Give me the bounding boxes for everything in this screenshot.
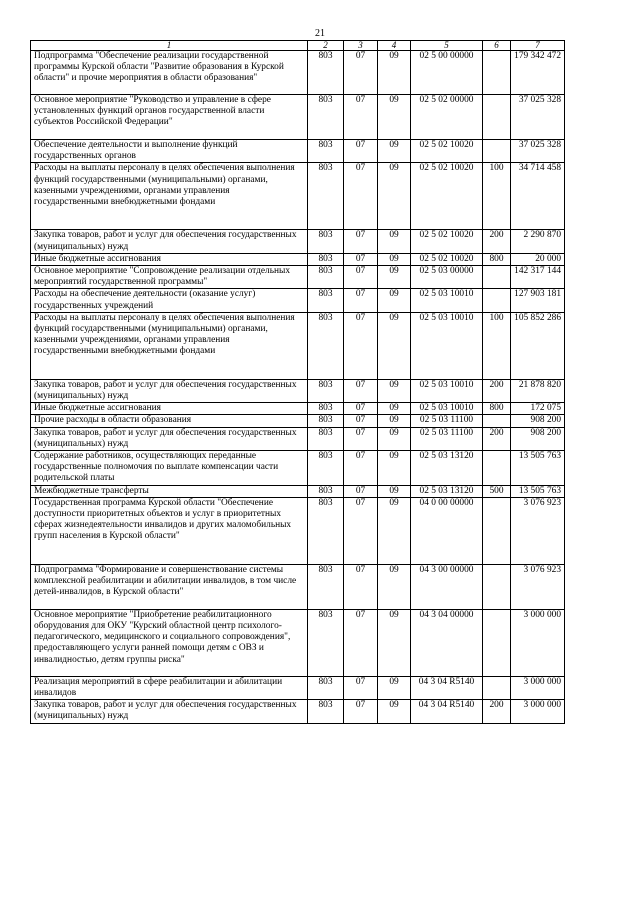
subsection-code: 09 — [378, 379, 411, 402]
row-description: Основное мероприятие "Руководство и управление в сфере установленных функций органов государственной власти субъектов Российской Федерации" — [31, 95, 308, 140]
target-article-code: 04 3 04 R5140 — [411, 676, 483, 699]
grbs-code: 803 — [308, 95, 344, 140]
amount: 3 000 000 — [511, 700, 565, 723]
amount: 908 200 — [511, 415, 565, 427]
subsection-code: 09 — [378, 403, 411, 415]
expense-type-code — [483, 415, 511, 427]
expense-type-code: 800 — [483, 403, 511, 415]
amount: 908 200 — [511, 427, 565, 450]
expense-type-code — [483, 51, 511, 95]
section-code: 07 — [344, 51, 378, 95]
subsection-code: 09 — [378, 451, 411, 486]
expense-type-code: 200 — [483, 379, 511, 402]
target-article-code: 02 5 03 10010 — [411, 312, 483, 379]
amount: 142 317 144 — [511, 266, 565, 289]
section-code: 07 — [344, 609, 378, 676]
row-description: Расходы на обеспечение деятельности (оказание услуг) государственных учреждений — [31, 289, 308, 312]
target-article-code: 04 3 04 R5140 — [411, 700, 483, 723]
subsection-code: 09 — [378, 312, 411, 379]
target-article-code: 02 5 02 10020 — [411, 163, 483, 230]
grbs-code: 803 — [308, 379, 344, 402]
table-row — [31, 379, 565, 402]
page-number: 21 — [315, 28, 325, 39]
subsection-code: 09 — [378, 564, 411, 609]
grbs-code: 803 — [308, 415, 344, 427]
subsection-code: 09 — [378, 700, 411, 723]
grbs-code: 803 — [308, 564, 344, 609]
column-number: 7 — [511, 41, 565, 51]
amount: 3 076 923 — [511, 564, 565, 609]
table-row — [31, 676, 565, 699]
amount: 105 852 286 — [511, 312, 565, 379]
grbs-code: 803 — [308, 676, 344, 699]
amount: 20 000 — [511, 253, 565, 265]
grbs-code: 803 — [308, 485, 344, 497]
target-article-code: 04 3 00 00000 — [411, 564, 483, 609]
target-article-code: 02 5 02 10020 — [411, 140, 483, 163]
row-description: Обеспечение деятельности и выполнение функций государственных органов — [31, 140, 308, 163]
expense-type-code — [483, 564, 511, 609]
target-article-code: 02 5 03 10010 — [411, 289, 483, 312]
table-row — [31, 609, 565, 676]
column-number: 1 — [31, 41, 308, 51]
subsection-code: 09 — [378, 51, 411, 95]
table-row — [31, 266, 565, 289]
subsection-code: 09 — [378, 95, 411, 140]
expense-type-code — [483, 676, 511, 699]
target-article-code: 02 5 03 10010 — [411, 379, 483, 402]
target-article-code: 02 5 00 00000 — [411, 51, 483, 95]
column-number: 3 — [344, 41, 378, 51]
table-row — [31, 289, 565, 312]
table-row — [31, 427, 565, 450]
amount: 127 903 181 — [511, 289, 565, 312]
subsection-code: 09 — [378, 609, 411, 676]
table-row — [31, 497, 565, 564]
expense-type-code — [483, 609, 511, 676]
target-article-code: 02 5 03 13120 — [411, 485, 483, 497]
section-code: 07 — [344, 415, 378, 427]
section-code: 07 — [344, 497, 378, 564]
expense-type-code: 200 — [483, 230, 511, 253]
table-row — [31, 253, 565, 265]
grbs-code: 803 — [308, 266, 344, 289]
subsection-code: 09 — [378, 289, 411, 312]
section-code: 07 — [344, 379, 378, 402]
table-row — [31, 140, 565, 163]
table-row — [31, 312, 565, 379]
expense-type-code: 200 — [483, 427, 511, 450]
target-article-code: 02 5 02 10020 — [411, 230, 483, 253]
subsection-code: 09 — [378, 497, 411, 564]
target-article-code: 02 5 02 00000 — [411, 95, 483, 140]
section-code: 07 — [344, 564, 378, 609]
grbs-code: 803 — [308, 427, 344, 450]
grbs-code: 803 — [308, 700, 344, 723]
row-description: Подпрограмма "Формирование и совершенствование системы комплексной реабилитации и абилитации инвалидов, в том числе детей-инвалидов, в Курской области" — [31, 564, 308, 609]
row-description: Иные бюджетные ассигнования — [31, 403, 308, 415]
table-row — [31, 564, 565, 609]
section-code: 07 — [344, 140, 378, 163]
expense-type-code — [483, 289, 511, 312]
amount: 172 075 — [511, 403, 565, 415]
target-article-code: 04 0 00 00000 — [411, 497, 483, 564]
expense-type-code: 100 — [483, 312, 511, 379]
grbs-code: 803 — [308, 451, 344, 486]
section-code: 07 — [344, 700, 378, 723]
section-code: 07 — [344, 485, 378, 497]
subsection-code: 09 — [378, 163, 411, 230]
row-description: Основное мероприятие "Приобретение реабилитационного оборудования для ОКУ "Курский областной центр психолого-педагогического, медицинского и социального сопровождения", предоставляющего услуги ранней помощи детям с ОВЗ и инвалидностью, детям группы риска" — [31, 609, 308, 676]
amount: 3 000 000 — [511, 609, 565, 676]
row-description: Иные бюджетные ассигнования — [31, 253, 308, 265]
row-description: Закупка товаров, работ и услуг для обеспечения государственных (муниципальных) нужд — [31, 230, 308, 253]
budget-table — [30, 40, 565, 724]
expense-type-code — [483, 497, 511, 564]
expense-type-code: 100 — [483, 163, 511, 230]
table-row — [31, 700, 565, 723]
grbs-code: 803 — [308, 163, 344, 230]
grbs-code: 803 — [308, 497, 344, 564]
amount: 179 342 472 — [511, 51, 565, 95]
row-description: Содержание работников, осуществляющих переданные государственные полномочия по выплате компенсации части родительской платы — [31, 451, 308, 486]
column-number: 5 — [411, 41, 483, 51]
expense-type-code — [483, 95, 511, 140]
table-row — [31, 485, 565, 497]
subsection-code: 09 — [378, 266, 411, 289]
subsection-code: 09 — [378, 427, 411, 450]
amount: 37 025 328 — [511, 140, 565, 163]
amount: 21 878 820 — [511, 379, 565, 402]
row-description: Основное мероприятие "Сопровождение реализации отдельных мероприятий государственной программы" — [31, 266, 308, 289]
expense-type-code: 500 — [483, 485, 511, 497]
grbs-code: 803 — [308, 253, 344, 265]
section-code: 07 — [344, 676, 378, 699]
subsection-code: 09 — [378, 140, 411, 163]
target-article-code: 02 5 03 10010 — [411, 403, 483, 415]
amount: 2 290 870 — [511, 230, 565, 253]
table-row — [31, 415, 565, 427]
amount: 13 505 763 — [511, 485, 565, 497]
section-code: 07 — [344, 427, 378, 450]
section-code: 07 — [344, 266, 378, 289]
column-number: 2 — [308, 41, 344, 51]
amount: 3 000 000 — [511, 676, 565, 699]
section-code: 07 — [344, 230, 378, 253]
grbs-code: 803 — [308, 289, 344, 312]
grbs-code: 803 — [308, 230, 344, 253]
column-number: 4 — [378, 41, 411, 51]
row-description: Межбюджетные трансферты — [31, 485, 308, 497]
table-row — [31, 95, 565, 140]
expense-type-code — [483, 451, 511, 486]
row-description: Расходы на выплаты персоналу в целях обеспечения выполнения функций государственными (муниципальными) органами, казенными учреждениями, органами управления государственными внебюджетными фондами — [31, 312, 308, 379]
table-row — [31, 230, 565, 253]
table-row — [31, 403, 565, 415]
section-code: 07 — [344, 289, 378, 312]
expense-type-code — [483, 140, 511, 163]
column-number-row — [31, 41, 565, 51]
expense-type-code: 800 — [483, 253, 511, 265]
table-row — [31, 51, 565, 95]
grbs-code: 803 — [308, 51, 344, 95]
expense-type-code — [483, 266, 511, 289]
table-row — [31, 451, 565, 486]
amount: 13 505 763 — [511, 451, 565, 486]
section-code: 07 — [344, 95, 378, 140]
row-description: Реализация мероприятий в сфере реабилитации и абилитации инвалидов — [31, 676, 308, 699]
target-article-code: 02 5 03 00000 — [411, 266, 483, 289]
amount: 3 076 923 — [511, 497, 565, 564]
expense-type-code: 200 — [483, 700, 511, 723]
row-description: Расходы на выплаты персоналу в целях обеспечения выполнения функций государственными (муниципальными) органами, казенными учреждениями, органами управления государственными внебюджетными фондами — [31, 163, 308, 230]
subsection-code: 09 — [378, 415, 411, 427]
section-code: 07 — [344, 253, 378, 265]
amount: 34 714 458 — [511, 163, 565, 230]
row-description: Прочие расходы в области образования — [31, 415, 308, 427]
target-article-code: 02 5 03 11100 — [411, 415, 483, 427]
section-code: 07 — [344, 312, 378, 379]
row-description: Подпрограмма "Обеспечение реализации государственной программы Курской области "Развитие образования в Курской области" и прочие мероприятия в области образования" — [31, 51, 308, 95]
row-description: Государственная программа Курской области "Обеспечение доступности приоритетных объектов и услуг в приоритетных сферах жизнедеятельности инвалидов и других маломобильных групп населения в Курской области" — [31, 497, 308, 564]
grbs-code: 803 — [308, 609, 344, 676]
grbs-code: 803 — [308, 312, 344, 379]
subsection-code: 09 — [378, 253, 411, 265]
row-description: Закупка товаров, работ и услуг для обеспечения государственных (муниципальных) нужд — [31, 427, 308, 450]
subsection-code: 09 — [378, 230, 411, 253]
section-code: 07 — [344, 403, 378, 415]
grbs-code: 803 — [308, 403, 344, 415]
table-row — [31, 163, 565, 230]
column-number: 6 — [483, 41, 511, 51]
target-article-code: 02 5 03 11100 — [411, 427, 483, 450]
row-description: Закупка товаров, работ и услуг для обеспечения государственных (муниципальных) нужд — [31, 379, 308, 402]
section-code: 07 — [344, 451, 378, 486]
subsection-code: 09 — [378, 485, 411, 497]
grbs-code: 803 — [308, 140, 344, 163]
amount: 37 025 328 — [511, 95, 565, 140]
target-article-code: 02 5 03 13120 — [411, 451, 483, 486]
section-code: 07 — [344, 163, 378, 230]
target-article-code: 02 5 02 10020 — [411, 253, 483, 265]
row-description: Закупка товаров, работ и услуг для обеспечения государственных (муниципальных) нужд — [31, 700, 308, 723]
target-article-code: 04 3 04 00000 — [411, 609, 483, 676]
subsection-code: 09 — [378, 676, 411, 699]
